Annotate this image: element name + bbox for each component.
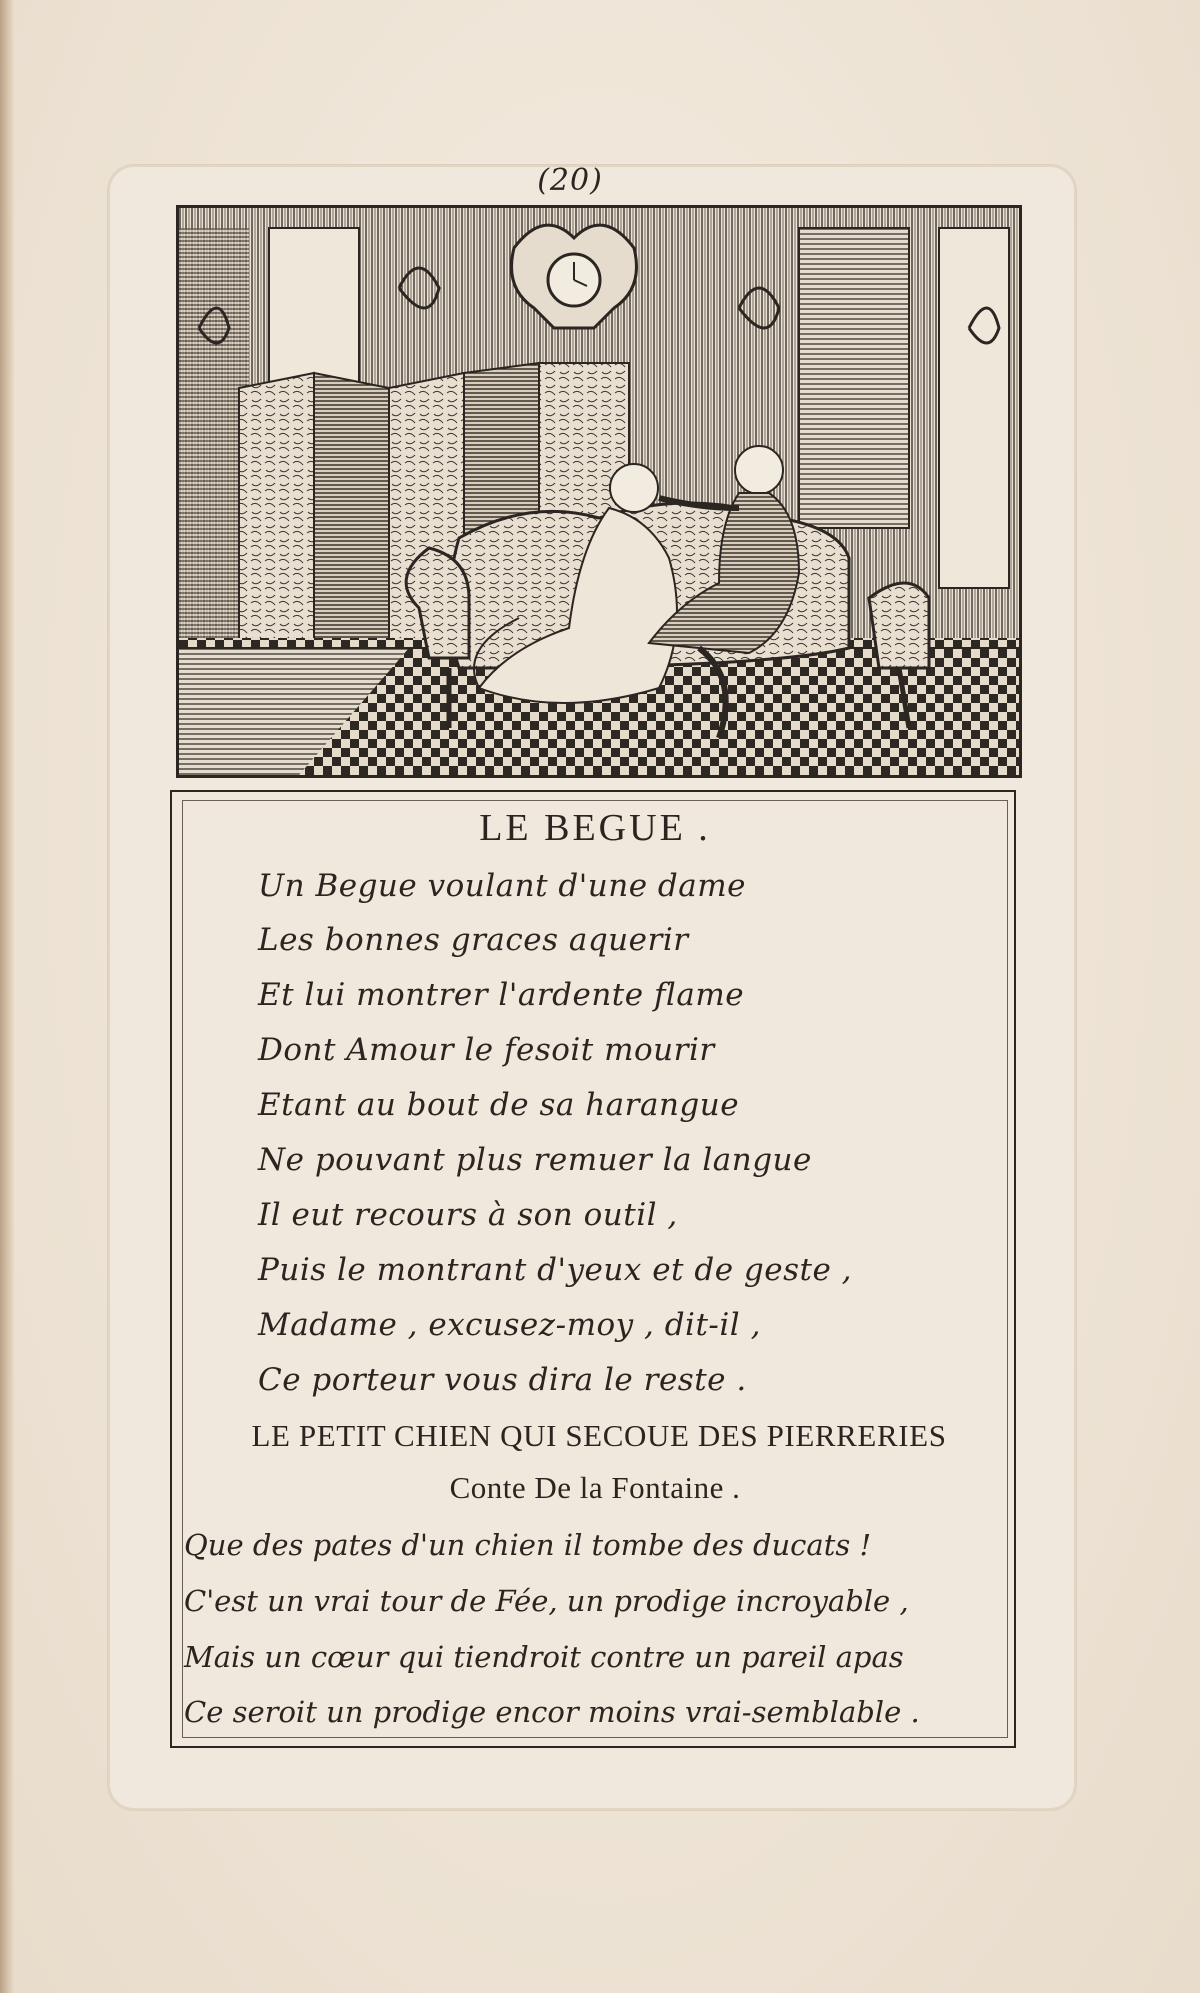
- poem-line: Madame , excusez-moy , dit-il ,: [258, 1307, 761, 1343]
- second-poem-line: Mais un cœur qui tiendroit contre un pareil apas: [184, 1640, 904, 1674]
- page-number: (20): [537, 163, 603, 198]
- poem-line: Ne pouvant plus remuer la langue: [258, 1142, 812, 1178]
- second-poem-line: Ce seroit un prodige encor moins vrai-semblable .: [184, 1695, 920, 1729]
- poem-line: Il eut recours à son outil ,: [258, 1197, 678, 1233]
- book-binding-edge: [0, 0, 14, 1993]
- poem-line: Un Begue voulant d'une dame: [258, 868, 746, 904]
- poem-line: Etant au bout de sa harangue: [258, 1087, 740, 1123]
- poem-line: Dont Amour le fesoit mourir: [258, 1032, 715, 1068]
- poem-line: Les bonnes graces aquerir: [258, 922, 689, 958]
- second-poem-line: Que des pates d'un chien il tombe des ducats !: [184, 1528, 872, 1562]
- second-poem-subtitle: Conte De la Fontaine .: [449, 1470, 741, 1505]
- engraving-illustration: [176, 205, 1022, 778]
- poem-line: Et lui montrer l'ardente flame: [258, 977, 745, 1013]
- poem-title: LE BEGUE .: [479, 807, 711, 849]
- poem-line: Ce porteur vous dira le reste .: [258, 1362, 747, 1398]
- poem-line: Puis le montrant d'yeux et de geste ,: [258, 1252, 853, 1288]
- second-poem-line: C'est un vrai tour de Fée, un prodige incroyable ,: [184, 1584, 909, 1618]
- second-poem-title: LE PETIT CHIEN QUI SECOUE DES PIERRERIES: [251, 1418, 947, 1453]
